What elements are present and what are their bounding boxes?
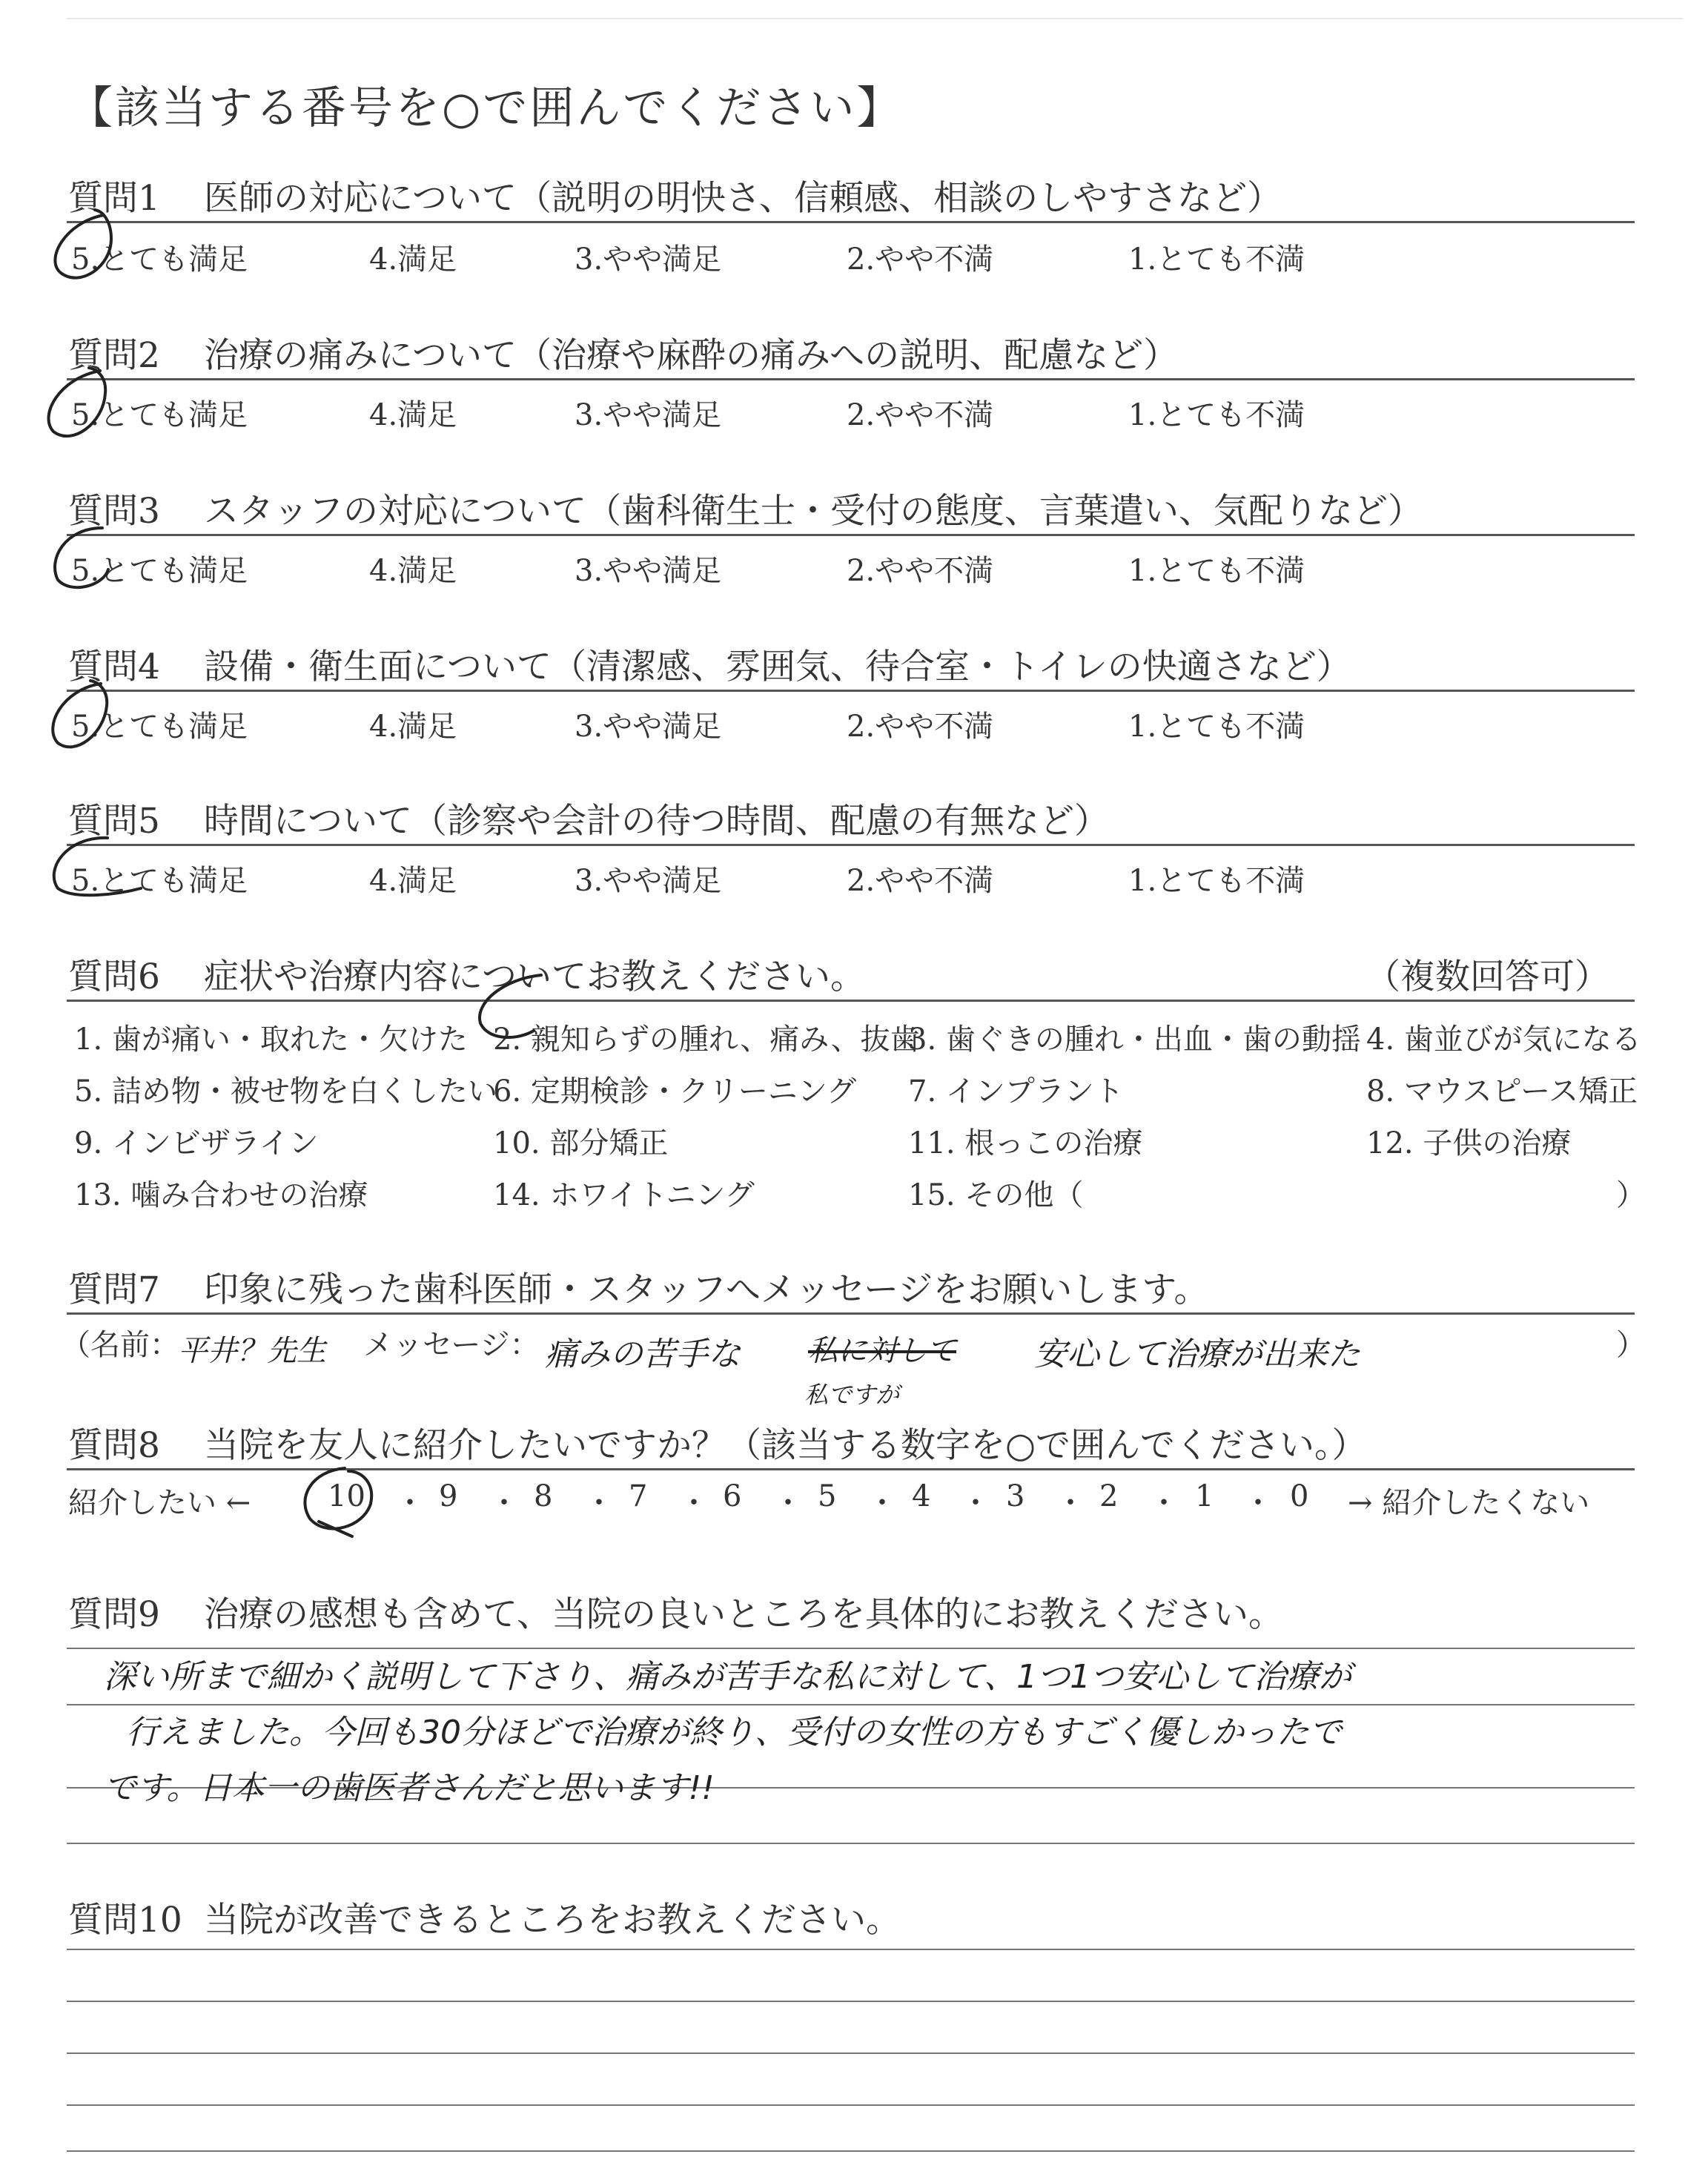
q3-option-4[interactable]: 4.満足: [369, 554, 457, 588]
q7-message-part-b[interactable]: 安心して治療が出来た: [1034, 1335, 1360, 1373]
q6-option-4[interactable]: 4. 歯並びが気になる: [1366, 1023, 1641, 1057]
q3-option-2[interactable]: 2.やや不満: [847, 554, 994, 588]
q5-option-1[interactable]: 1.とても不満: [1128, 864, 1305, 898]
q4-option-4[interactable]: 4.満足: [369, 710, 457, 744]
q2-option-1[interactable]: 1.とても不満: [1128, 398, 1305, 432]
q8-scale-1[interactable]: 1: [1195, 1479, 1214, 1513]
q8-scale-3[interactable]: 3: [1006, 1479, 1025, 1513]
q8-dot: ・: [1056, 1486, 1085, 1520]
q1-rule: [67, 221, 1635, 223]
q3-rule: [67, 534, 1635, 536]
q10-label: 質問10: [68, 1900, 182, 1941]
q6-rule: [67, 1000, 1635, 1002]
q9-text: 治療の感想も含めて、当院の良いところを具体的にお教えください。: [204, 1594, 1284, 1635]
q6-option-7[interactable]: 7. インプラント: [908, 1074, 1124, 1109]
q2-rule: [67, 378, 1635, 380]
q6-option-6[interactable]: 6. 定期検診・クリーニング: [493, 1074, 857, 1109]
q2-option-5[interactable]: 5.とても満足: [71, 398, 248, 432]
q6-other-close: ）: [1616, 1178, 1646, 1212]
q7-message-prefix: メッセージ：: [363, 1328, 540, 1362]
q5-option-2[interactable]: 2.やや不満: [847, 864, 994, 898]
q8-dot: ・: [867, 1486, 897, 1520]
q8-dot: ・: [1149, 1486, 1179, 1520]
q5-label: 質問5: [68, 801, 160, 842]
q9-answer-line-4: [67, 1843, 1635, 1844]
q7-message-insert: 私ですが: [804, 1381, 900, 1409]
q6-option-5[interactable]: 5. 詰め物・被せ物を白くしたい: [74, 1074, 497, 1109]
q8-rule: [67, 1468, 1635, 1470]
q6-option-8[interactable]: 8. マウスピース矯正: [1366, 1074, 1638, 1109]
q7-text: 印象に残った歯科医師・スタッフへメッセージをお願いします。: [204, 1269, 1209, 1310]
q8-text: 当院を友人に紹介したいですか？（該当する数字を○で囲んでください。）: [204, 1425, 1367, 1466]
q8-scale-5[interactable]: 5: [818, 1479, 837, 1513]
q8-scale-10[interactable]: 10: [328, 1479, 365, 1513]
page-title: 【該当する番号を○で囲んでください】: [68, 82, 904, 134]
q7-close: ）: [1616, 1328, 1646, 1362]
q8-dot: ・: [489, 1486, 519, 1520]
q4-label: 質問4: [68, 647, 160, 687]
q1-option-4[interactable]: 4.満足: [369, 242, 457, 277]
q10-answer-line-3: [67, 2052, 1635, 2054]
q7-message-part-a[interactable]: 痛みの苦手な: [545, 1335, 741, 1373]
q9-answer-text-2[interactable]: 行えました。今回も30分ほどで治療が終り、受付の女性の方もすごく優しかったで: [126, 1714, 1342, 1751]
q2-option-4[interactable]: 4.満足: [369, 398, 457, 432]
q2-option-3[interactable]: 3.やや満足: [575, 398, 722, 432]
q4-option-3[interactable]: 3.やや満足: [575, 710, 722, 744]
q3-option-1[interactable]: 1.とても不満: [1128, 554, 1305, 588]
q1-option-2[interactable]: 2.やや不満: [847, 242, 994, 277]
q5-option-3[interactable]: 3.やや満足: [575, 864, 722, 898]
q9-answer-text-1[interactable]: 深い所まで細かく説明して下さり、痛みが苦手な私に対して、1つ1つ安心して治療が: [104, 1658, 1352, 1696]
q3-label: 質問3: [68, 491, 160, 532]
q6-option-10[interactable]: 10. 部分矯正: [493, 1126, 669, 1160]
q4-option-5[interactable]: 5.とても満足: [71, 710, 248, 744]
q6-option-1[interactable]: 1. 歯が痛い・取れた・欠けた: [74, 1023, 468, 1057]
q5-text: 時間について（診察や会計の待つ時間、配慮の有無など）: [204, 801, 1110, 842]
q8-right-label: → 紹介したくない: [1348, 1486, 1590, 1520]
q4-option-2[interactable]: 2.やや不満: [847, 710, 994, 744]
q3-option-5[interactable]: 5.とても満足: [71, 554, 248, 588]
q5-option-4[interactable]: 4.満足: [369, 864, 457, 898]
q9-answer-text-3[interactable]: です。日本一の歯医者さんだと思います!!: [104, 1769, 715, 1807]
q4-text: 設備・衛生面について（清潔感、雰囲気、待合室・トイレの快適さなど）: [204, 647, 1351, 687]
q6-option-13[interactable]: 13. 噛み合わせの治療: [74, 1178, 368, 1212]
q8-scale-7[interactable]: 7: [629, 1479, 648, 1513]
q8-scale-9[interactable]: 9: [439, 1479, 458, 1513]
q7-message-struck: 私に対して: [808, 1334, 956, 1368]
q5-rule: [67, 844, 1635, 846]
q6-option-12[interactable]: 12. 子供の治療: [1366, 1126, 1572, 1160]
q8-scale-8[interactable]: 8: [534, 1479, 553, 1513]
q6-option-3[interactable]: 3. 歯ぐきの腫れ・出血・歯の動揺: [908, 1023, 1361, 1057]
q9-label: 質問9: [68, 1594, 160, 1635]
q6-option-14[interactable]: 14. ホワイトニング: [493, 1178, 755, 1212]
q6-label: 質問6: [68, 957, 160, 997]
q4-rule: [67, 690, 1635, 692]
q1-option-3[interactable]: 3.やや満足: [575, 242, 722, 277]
q8-dot: ・: [584, 1486, 614, 1520]
q2-option-2[interactable]: 2.やや不満: [847, 398, 994, 432]
q3-text: スタッフの対応について（歯科衛生士・受付の態度、言葉遣い、気配りなど）: [204, 491, 1423, 532]
q10-text: 当院が改善できるところをお教えください。: [204, 1900, 901, 1941]
q8-left-label: 紹介したい ←: [68, 1486, 251, 1520]
q7-name-value[interactable]: 平井？先生: [178, 1334, 326, 1368]
q10-answer-line-1: [67, 1949, 1635, 1950]
q3-option-3[interactable]: 3.やや満足: [575, 554, 722, 588]
top-edge-line: [67, 18, 1683, 19]
q2-label: 質問2: [68, 335, 160, 376]
q6-option-15[interactable]: 15. その他（: [908, 1178, 1084, 1212]
q6-note: （複数回答可）: [1366, 957, 1609, 997]
q8-dot: ・: [395, 1486, 425, 1520]
q6-option-11[interactable]: 11. 根っこの治療: [908, 1126, 1143, 1160]
q4-option-1[interactable]: 1.とても不満: [1128, 710, 1305, 744]
q10-answer-line-2: [67, 2001, 1635, 2002]
q8-dot: ・: [679, 1486, 709, 1520]
q8-dot: ・: [961, 1486, 990, 1520]
q8-dot: ・: [1243, 1486, 1273, 1520]
q6-text: 症状や治療内容についてお教えください。: [204, 957, 866, 997]
q1-option-1[interactable]: 1.とても不満: [1128, 242, 1305, 277]
q7-rule: [67, 1312, 1635, 1315]
q10-answer-line-4: [67, 2104, 1635, 2106]
q8-dot: ・: [773, 1486, 803, 1520]
q8-scale-6[interactable]: 6: [723, 1479, 742, 1513]
q10-answer-line-5: [67, 2150, 1635, 2152]
q9-answer-line-1: [67, 1648, 1635, 1649]
q5-option-5[interactable]: 5.とても満足: [71, 864, 248, 898]
q1-label: 質問1: [68, 178, 160, 219]
q6-option-2[interactable]: 2. 親知らずの腫れ、痛み、抜歯: [493, 1023, 920, 1057]
q8-scale-2[interactable]: 2: [1099, 1479, 1119, 1513]
q8-label: 質問8: [68, 1425, 160, 1466]
q1-text: 医師の対応について（説明の明快さ、信頼感、相談のしやすさなど）: [204, 178, 1282, 219]
q8-scale-0[interactable]: 0: [1290, 1479, 1309, 1513]
q1-option-5[interactable]: 5.とても満足: [71, 242, 248, 277]
q7-label: 質問7: [68, 1269, 160, 1310]
q6-option-9[interactable]: 9. インビザライン: [74, 1126, 319, 1160]
q2-text: 治療の痛みについて（治療や麻酔の痛みへの説明、配慮など）: [204, 335, 1179, 376]
q7-name-prefix: （名前：: [61, 1328, 179, 1362]
q8-scale-4[interactable]: 4: [912, 1479, 931, 1513]
